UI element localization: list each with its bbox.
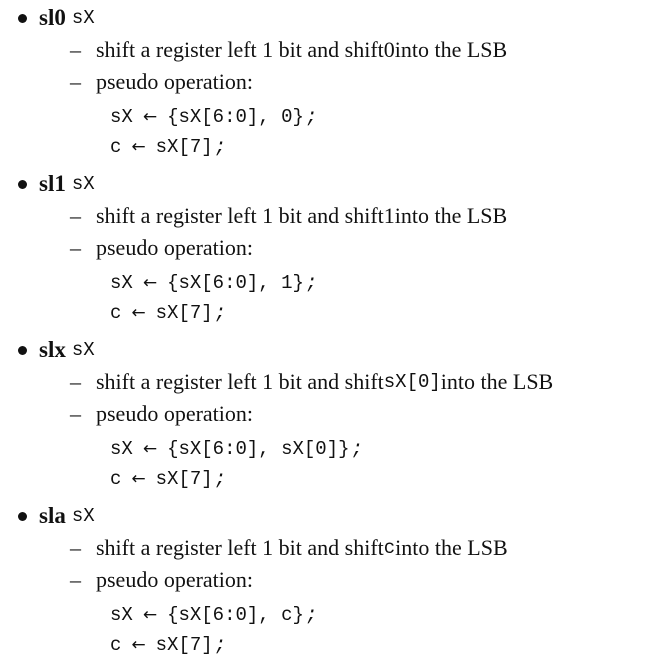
semicolon: ; [214, 468, 227, 490]
semicolon: ; [214, 136, 227, 158]
semicolon: ; [214, 302, 227, 324]
dash-icon: – [70, 203, 81, 228]
code-lhs: c [110, 302, 122, 324]
code-rhs: {sX[6:0], sX[0]} [167, 438, 350, 460]
description-text-before: shift a register left 1 bit and shift [96, 369, 384, 394]
dash-icon: – [70, 37, 81, 62]
dash-icon: – [70, 369, 81, 394]
description-text-before: shift a register left 1 bit and shift [96, 37, 384, 62]
left-arrow-icon: ← [131, 303, 146, 323]
description-shift-value: 0 [383, 37, 395, 62]
instruction-heading [18, 168, 95, 200]
left-arrow-icon: ← [131, 137, 146, 157]
pseudo-code-line-2 [110, 132, 226, 162]
instruction-operand: sX [71, 7, 95, 29]
pseudo-operation-line [70, 564, 253, 596]
description-text-after: into the LSB [394, 37, 508, 62]
pseudo-operation-line [70, 398, 253, 430]
description-shift-value: sX[0] [383, 371, 441, 393]
instruction-heading [18, 2, 95, 34]
instruction-operand: sX [71, 505, 95, 527]
pseudo-operation-line [70, 66, 253, 98]
code-lhs: c [110, 468, 122, 490]
instruction-section-sla [0, 500, 657, 660]
description-line [70, 532, 508, 564]
description-shift-value: c [383, 537, 396, 559]
left-arrow-icon: ← [142, 605, 158, 625]
pseudo-code-line-2 [110, 464, 226, 494]
pseudo-operation-label: pseudo operation: [96, 567, 254, 592]
dash-icon: – [70, 535, 81, 560]
pseudo-code-line-1 [110, 268, 317, 298]
instruction-mnemonic: sl1 [39, 171, 66, 196]
pseudo-code-line-1 [110, 434, 363, 464]
dash-icon: – [70, 401, 81, 426]
semicolon: ; [305, 604, 318, 626]
instruction-mnemonic: slx [39, 337, 66, 362]
bullet-icon [18, 512, 27, 521]
code-rhs: sX[7] [155, 302, 213, 324]
instruction-heading [18, 500, 95, 532]
code-lhs: c [110, 634, 122, 656]
pseudo-operation-label: pseudo operation: [96, 401, 254, 426]
left-arrow-icon: ← [142, 273, 158, 293]
semicolon: ; [351, 438, 363, 460]
left-arrow-icon: ← [131, 635, 146, 655]
pseudo-operation-label: pseudo operation: [96, 235, 254, 260]
description-text-after: into the LSB [395, 535, 508, 560]
code-lhs: sX [110, 106, 133, 128]
description-text-after: into the LSB [394, 203, 508, 228]
semicolon: ; [305, 272, 318, 294]
code-rhs: sX[7] [155, 468, 213, 490]
pseudo-code-line-1 [110, 102, 317, 132]
instruction-mnemonic: sla [39, 503, 66, 528]
dash-icon: – [70, 567, 81, 592]
instruction-mnemonic: sl0 [39, 5, 66, 30]
description-line [70, 34, 507, 66]
instruction-section-sl1 [0, 168, 657, 328]
code-rhs: sX[7] [155, 634, 213, 656]
left-arrow-icon: ← [131, 469, 146, 489]
pseudo-operation-line [70, 232, 253, 264]
instruction-heading [18, 334, 95, 366]
instruction-operand: sX [71, 173, 95, 195]
bullet-icon [18, 346, 27, 355]
pseudo-operation-label: pseudo operation: [96, 69, 254, 94]
semicolon: ; [305, 106, 318, 128]
description-shift-value: 1 [383, 203, 395, 228]
dash-icon: – [70, 69, 81, 94]
pseudo-code-line-2 [110, 630, 226, 660]
left-arrow-icon: ← [142, 439, 158, 459]
code-rhs: {sX[6:0], 1} [167, 272, 304, 294]
description-line [70, 366, 553, 398]
code-lhs: sX [110, 272, 133, 294]
left-arrow-icon: ← [142, 107, 158, 127]
pseudo-code-line-1 [110, 600, 317, 630]
instruction-operand: sX [71, 339, 95, 361]
code-rhs: {sX[6:0], 0} [167, 106, 304, 128]
code-lhs: sX [110, 604, 133, 626]
description-text-before: shift a register left 1 bit and shift [96, 203, 384, 228]
bullet-icon [18, 14, 27, 23]
description-text-after: into the LSB [440, 369, 554, 394]
description-line [70, 200, 507, 232]
code-rhs: {sX[6:0], c} [167, 604, 304, 626]
code-lhs: sX [110, 438, 133, 460]
description-text-before: shift a register left 1 bit and shift [96, 535, 384, 560]
bullet-icon [18, 180, 27, 189]
semicolon: ; [214, 634, 227, 656]
instruction-section-slx [0, 334, 657, 494]
instruction-section-sl0 [0, 2, 657, 162]
code-rhs: sX[7] [155, 136, 213, 158]
dash-icon: – [70, 235, 81, 260]
pseudo-code-line-2 [110, 298, 226, 328]
code-lhs: c [110, 136, 122, 158]
